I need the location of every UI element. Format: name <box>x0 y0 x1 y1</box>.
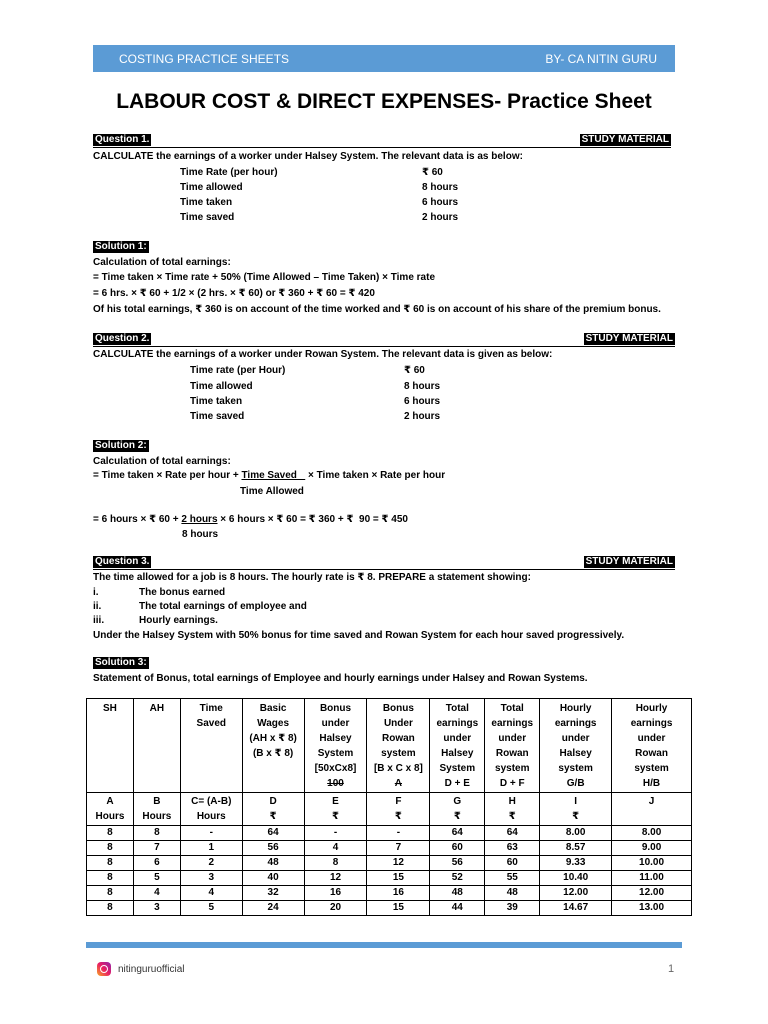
table-cell: 40 <box>242 871 304 886</box>
table-cell: 3 <box>133 901 180 916</box>
unit-line: B <box>153 796 161 807</box>
header-line: Rowan <box>635 748 668 759</box>
question-3-intro: The time allowed for a job is 8 hours. The hourly rate is ₹ 8. PREPARE a statement showing: <box>93 572 531 583</box>
table-row <box>87 826 692 841</box>
table-cell: 8 <box>87 886 134 901</box>
q2-val: 6 hours <box>404 396 441 407</box>
table-cell: 8.57 <box>540 841 612 856</box>
q3-item-num: ii. <box>93 601 102 612</box>
solution-1-label: Solution 1: <box>95 241 147 252</box>
header-line: Halsey <box>559 748 592 759</box>
header-line: Total <box>500 703 524 714</box>
header-line: System <box>317 748 354 759</box>
header-line: system <box>495 763 530 774</box>
s2-numerator: Time Saved <box>241 470 306 481</box>
q3-item-text: Hourly earnings. <box>139 615 218 626</box>
table-cell: 6 <box>133 856 180 871</box>
q2-key: Time allowed <box>190 381 253 392</box>
table-unit-row <box>87 793 692 826</box>
s1-line: = 6 hrs. × ₹ 60 + 1/2 × (2 hrs. × ₹ 60) or ₹ 360 + ₹ 60 = ₹ 420 <box>93 288 375 299</box>
table-unit-cell <box>612 793 692 826</box>
question-1-label: Question 1. <box>95 134 150 145</box>
table-cell: 7 <box>133 841 180 856</box>
table-cell: 8.00 <box>540 826 612 841</box>
table-row <box>87 901 692 916</box>
unit-line: ₹ <box>572 811 580 822</box>
question-2-intro: CALCULATE the earnings of a worker under Rowan System. The relevant data is given as below: <box>93 349 553 360</box>
table-header-cell <box>87 699 134 793</box>
table-cell: - <box>367 826 430 841</box>
header-left: COSTING PRACTICE SHEETS <box>119 51 290 66</box>
struck-text: 100 <box>327 778 344 789</box>
s2-line-4 <box>93 513 408 526</box>
header-right: BY- CA NITIN GURU <box>545 51 657 66</box>
table-cell: 12 <box>367 856 430 871</box>
table-cell: 16 <box>367 886 430 901</box>
table-header-cell <box>430 699 485 793</box>
q2-val: 8 hours <box>404 381 441 392</box>
table-cell: 48 <box>242 856 304 871</box>
table-cell: 48 <box>430 886 485 901</box>
table-unit-cell <box>242 793 304 826</box>
table-cell: 10.00 <box>612 856 692 871</box>
unit-line: Hours <box>142 811 172 822</box>
header-line: Time <box>199 703 223 714</box>
unit-line: ₹ <box>453 811 461 822</box>
table-unit-cell <box>430 793 485 826</box>
table-cell: 14.67 <box>540 901 612 916</box>
header-line: Halsey <box>441 748 474 759</box>
table-cell: 60 <box>430 841 485 856</box>
table-row <box>87 841 692 856</box>
unit-line: Hours <box>95 811 125 822</box>
s2-text: × Time taken × Rate per hour <box>305 470 446 481</box>
footer-bar <box>86 942 682 948</box>
unit-line: G <box>453 796 462 807</box>
q2-key: Time saved <box>190 411 245 422</box>
header-line: Total <box>445 703 469 714</box>
question-2-label: Question 2. <box>95 333 150 344</box>
s1-line: Of his total earnings, ₹ 360 is on account of the time worked and ₹ 60 is on account of his share of the premium bonus. <box>93 304 661 315</box>
table-header-cell <box>540 699 612 793</box>
table-cell: 20 <box>304 901 367 916</box>
header-line: Rowan <box>382 733 415 744</box>
table-row <box>87 886 692 901</box>
header-line: earnings <box>630 718 673 729</box>
header-line: Hourly <box>559 703 592 714</box>
table-cell: - <box>304 826 367 841</box>
table-cell: 16 <box>304 886 367 901</box>
table-cell: 12.00 <box>540 886 612 901</box>
s1-line: Calculation of total earnings: <box>93 257 231 268</box>
table-unit-cell <box>87 793 134 826</box>
table-cell: 9.33 <box>540 856 612 871</box>
table-cell: 63 <box>485 841 540 856</box>
question-3-tag: STUDY MATERIAL <box>585 556 673 567</box>
question-3-outro: Under the Halsey System with 50% bonus for time saved and Rowan System for each hour saved progressively. <box>93 630 625 641</box>
header-line: System <box>439 763 476 774</box>
footer-handle: nitinguruofficial <box>118 964 185 975</box>
question-1-intro: CALCULATE the earnings of a worker under Halsey System. The relevant data is as below: <box>93 151 523 162</box>
page-title: LABOUR COST & DIRECT EXPENSES- Practice Sheet <box>116 90 652 113</box>
table-cell: 12.00 <box>612 886 692 901</box>
s2-text: = Time taken × Rate per hour + <box>93 470 242 481</box>
unit-line: C= (A-B) <box>191 796 232 807</box>
table-cell: 10.40 <box>540 871 612 886</box>
table-cell: 4 <box>304 841 367 856</box>
unit-line: I <box>574 796 578 807</box>
table-cell: 8 <box>304 856 367 871</box>
question-2-header <box>93 333 675 347</box>
unit-line: ₹ <box>332 811 339 822</box>
header-line: Rowan <box>495 748 529 759</box>
header-line: under <box>637 733 666 744</box>
table-header-cell <box>242 699 304 793</box>
header-line: [50xCx8] <box>314 763 357 774</box>
s2-text: × 6 hours × ₹ 60 = ₹ 360 + ₹ 90 = ₹ 450 <box>217 514 408 525</box>
table-cell: 13.00 <box>612 901 692 916</box>
header-line: system <box>558 763 593 774</box>
question-3-header <box>93 556 675 570</box>
table-unit-cell <box>485 793 540 826</box>
solution-3-intro: Statement of Bonus, total earnings of Employee and hourly earnings under Halsey and Rowan Systems. <box>93 673 588 684</box>
unit-line: Hours <box>196 811 226 822</box>
question-3-label: Question 3. <box>95 556 150 567</box>
q2-val: ₹ 60 <box>404 365 425 376</box>
table-header-cell <box>485 699 540 793</box>
q1-val: 6 hours <box>422 197 459 208</box>
solution-2-label: Solution 2: <box>95 440 147 451</box>
unit-line: H <box>508 796 516 807</box>
table-cell: 8.00 <box>612 826 692 841</box>
header-line: under <box>498 733 527 744</box>
table-cell: 4 <box>133 886 180 901</box>
table-cell: - <box>180 826 242 841</box>
header-line: earnings <box>554 718 597 729</box>
unit-line: A <box>106 796 114 807</box>
header-line: earnings <box>436 718 479 729</box>
table-cell: 8 <box>87 901 134 916</box>
table-cell: 52 <box>430 871 485 886</box>
table-cell: 3 <box>180 871 242 886</box>
table-cell: 8 <box>87 826 134 841</box>
s1-line: = Time taken × Time rate + 50% (Time Allowed – Time Taken) × Time rate <box>93 272 436 283</box>
s2-numerator: 2 hours <box>181 514 218 525</box>
unit-line: ₹ <box>394 811 402 822</box>
table-cell: 7 <box>367 841 430 856</box>
table-cell: 64 <box>242 826 304 841</box>
s2-line-1: Calculation of total earnings: <box>93 456 231 467</box>
q1-val: 8 hours <box>422 182 459 193</box>
s2-denominator: Time Allowed <box>240 486 304 497</box>
q1-val: 2 hours <box>422 212 459 223</box>
q1-key: Time taken <box>180 197 233 208</box>
q2-key: Time rate (per Hour) <box>190 365 286 376</box>
table-unit-cell <box>180 793 242 826</box>
header-line: D + F <box>499 778 525 789</box>
table-cell: 64 <box>430 826 485 841</box>
table-cell: 9.00 <box>612 841 692 856</box>
header-line: Saved <box>196 718 226 729</box>
s2-denominator: 8 hours <box>182 529 219 540</box>
question-1-tag: STUDY MATERIAL <box>581 134 669 145</box>
unit-line: E <box>332 796 339 807</box>
unit-line: ₹ <box>269 811 277 822</box>
table-cell: 11.00 <box>612 871 692 886</box>
q3-item-num: i. <box>93 587 99 598</box>
header-line: system <box>381 748 416 759</box>
table-cell: 55 <box>485 871 540 886</box>
q3-item-num: iii. <box>93 615 105 626</box>
q1-key: Time allowed <box>180 182 243 193</box>
table-cell: 39 <box>485 901 540 916</box>
solution-3-label: Solution 3: <box>95 657 147 668</box>
header-line: system <box>634 763 669 774</box>
table-cell: 48 <box>485 886 540 901</box>
s2-text: = 6 hours × ₹ 60 + <box>93 514 182 525</box>
q1-key: Time Rate (per hour) <box>180 167 278 178</box>
table-header-row <box>87 699 692 793</box>
unit-line: D <box>269 796 277 807</box>
q1-key: Time saved <box>180 212 235 223</box>
table-cell: 64 <box>485 826 540 841</box>
table-cell: 2 <box>180 856 242 871</box>
table-cell: 1 <box>180 841 242 856</box>
question-2-tag: STUDY MATERIAL <box>585 333 673 344</box>
table-cell: 32 <box>242 886 304 901</box>
header-line: SH <box>103 703 117 714</box>
table-header-cell <box>612 699 692 793</box>
header-line: Bonus <box>382 703 414 714</box>
header-line: Hourly <box>635 703 668 714</box>
table-cell: 12 <box>304 871 367 886</box>
table-unit-cell <box>367 793 430 826</box>
table-row <box>87 871 692 886</box>
struck-text: A <box>394 778 402 789</box>
table-cell: 8 <box>87 841 134 856</box>
table-cell: 44 <box>430 901 485 916</box>
header-line: [B x C x 8] <box>373 763 423 774</box>
table-unit-cell <box>304 793 367 826</box>
unit-line: ₹ <box>508 811 516 822</box>
q2-key: Time taken <box>190 396 243 407</box>
table-cell: 8 <box>87 856 134 871</box>
question-1-header <box>93 134 671 148</box>
header-line: under <box>443 733 472 744</box>
q1-val: ₹ 60 <box>422 167 443 178</box>
header-line: G/B <box>566 778 585 789</box>
header-line: under <box>321 718 350 729</box>
table-header-cell <box>367 699 430 793</box>
table-cell: 56 <box>242 841 304 856</box>
header-line: under <box>561 733 590 744</box>
unit-line: F <box>395 796 402 807</box>
table-header-cell <box>304 699 367 793</box>
header-line: Wages <box>257 718 290 729</box>
header-line: H/B <box>642 778 661 789</box>
table-row <box>87 856 692 871</box>
header-line: Halsey <box>319 733 352 744</box>
header-line: Under <box>383 718 413 729</box>
table-unit-cell <box>540 793 612 826</box>
header-line: Basic <box>259 703 287 714</box>
table-cell: 56 <box>430 856 485 871</box>
instagram-icon <box>97 962 111 976</box>
table-cell: 8 <box>87 871 134 886</box>
header-line: (B x ₹ 8) <box>252 748 294 759</box>
table-cell: 60 <box>485 856 540 871</box>
q2-val: 2 hours <box>404 411 441 422</box>
header-banner <box>93 45 675 72</box>
table-cell: 5 <box>133 871 180 886</box>
q3-item-text: The bonus earned <box>139 587 226 598</box>
table-cell: 8 <box>133 826 180 841</box>
header-line: AH <box>149 703 165 714</box>
table-cell: 15 <box>367 871 430 886</box>
page-number: 1 <box>668 963 675 975</box>
table-header-cell <box>133 699 180 793</box>
header-line: earnings <box>491 718 534 729</box>
s2-line-2 <box>93 469 445 482</box>
table-cell: 24 <box>242 901 304 916</box>
table-cell: 15 <box>367 901 430 916</box>
unit-line: J <box>648 796 655 807</box>
header-line: D + E <box>444 778 470 789</box>
table-header-cell <box>180 699 242 793</box>
q3-item-text: The total earnings of employee and <box>139 601 307 612</box>
statement-table <box>86 698 692 916</box>
table-unit-cell <box>133 793 180 826</box>
table-cell: 4 <box>180 886 242 901</box>
table-cell: 5 <box>180 901 242 916</box>
header-line: Bonus <box>319 703 352 714</box>
header-line: (AH x ₹ 8) <box>249 733 297 744</box>
